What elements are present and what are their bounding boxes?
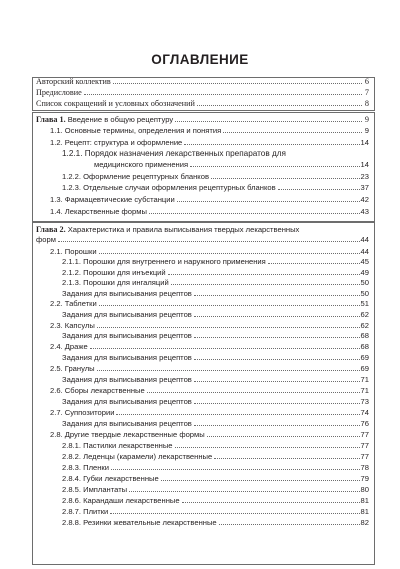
dot-leader: [207, 436, 360, 437]
toc-entry-page: 69: [360, 353, 369, 362]
toc-entry[interactable]: [62, 419, 369, 428]
toc-entry[interactable]: [50, 321, 369, 330]
toc-entry-page: 49: [360, 268, 369, 277]
toc-entry-page: 77: [360, 441, 369, 450]
toc-entry-page: 68: [360, 342, 369, 351]
dot-leader: [113, 83, 362, 84]
toc-entry[interactable]: [50, 364, 369, 373]
dot-leader: [171, 284, 360, 285]
toc-entry[interactable]: [62, 441, 369, 450]
toc-entry-page: 80: [360, 485, 369, 494]
toc-entry[interactable]: [62, 397, 369, 406]
toc-entry[interactable]: [62, 463, 369, 472]
toc-entry[interactable]: [62, 496, 369, 505]
dot-leader: [97, 327, 360, 328]
toc-entry-text: 2.8. Другие твердые лекарственные формы: [50, 430, 205, 439]
dot-leader: [194, 359, 360, 360]
toc-entry-page: 50: [360, 278, 369, 287]
toc-entry-text: 2.8.7. Плитки: [62, 507, 109, 516]
dot-leader: [129, 491, 359, 492]
toc-entry-text: Задания для выписывания рецептов: [62, 331, 192, 340]
toc-entry[interactable]: 1.2.2. Оформление рецептурных бланков 23: [62, 172, 369, 181]
dot-leader: [147, 392, 360, 393]
toc-entry[interactable]: Список сокращений и условных обозначений 8: [36, 99, 369, 108]
toc-entry-text: 2.8.1. Пастилки лекарственные: [62, 441, 173, 450]
toc-entry-page: 77: [360, 452, 369, 461]
toc-entry[interactable]: 1.3. Фармацевтические субстанции 42: [50, 195, 369, 204]
toc-entry-text: Задания для выписывания рецептов: [62, 353, 192, 362]
toc-entry-text: 2.8.8. Резинки жевательные лекарственные: [62, 518, 217, 527]
toc-entry-line1[interactable]: 1.2.1. Порядок назначения лекарственных препаратов для: [62, 149, 286, 158]
toc-entry-page: 74: [360, 408, 369, 417]
toc-entry[interactable]: медицинского применения 14: [94, 160, 369, 169]
dot-leader: [99, 253, 360, 254]
toc-entry-text: 2.6. Сборы лекарственные: [50, 386, 145, 395]
toc-entry[interactable]: [62, 485, 369, 494]
dot-leader: [223, 132, 362, 133]
toc-entry[interactable]: [62, 353, 369, 362]
toc-entry-text: 2.2. Таблетки: [50, 299, 97, 308]
toc-entry[interactable]: [62, 310, 369, 319]
toc-entry-page: 73: [360, 397, 369, 406]
toc-entry[interactable]: [62, 474, 369, 483]
toc-entry-page: 62: [360, 310, 369, 319]
toc-entry[interactable]: 1.1. Основные термины, определения и понятия 9: [50, 126, 369, 135]
chapter2-heading[interactable]: форм 44: [36, 235, 369, 244]
toc-entry-page: 77: [360, 430, 369, 439]
toc-entry[interactable]: [50, 299, 369, 308]
toc-entry-page: 68: [360, 331, 369, 340]
toc-entry[interactable]: 1.2.3. Отдельные случаи оформления рецептурных бланков 37: [62, 183, 369, 192]
dot-leader: [197, 105, 362, 106]
toc-entry[interactable]: [62, 289, 369, 298]
dot-leader: [194, 316, 360, 317]
toc-entry-text: 2.8.3. Пленки: [62, 463, 109, 472]
toc-entry-text: 2.8.4. Губки лекарственные: [62, 474, 159, 483]
toc-entry-text: Задания для выписывания рецептов: [62, 289, 192, 298]
toc-entry[interactable]: 1.2. Рецепт: структура и оформление 14: [50, 138, 369, 147]
toc-entry[interactable]: Предисловие 7: [36, 88, 369, 97]
toc-entry[interactable]: [62, 452, 369, 461]
dot-leader: [111, 469, 360, 470]
toc-entry[interactable]: [50, 430, 369, 439]
toc-entry[interactable]: [50, 247, 369, 256]
chapter2-heading-line1[interactable]: Глава 2. Характеристика и правила выписывания твердых лекарственных: [36, 225, 300, 234]
dot-leader: [211, 178, 360, 179]
dot-leader: [161, 480, 360, 481]
dot-leader: [194, 403, 360, 404]
toc-entry-page: 62: [360, 321, 369, 330]
toc-entry-page: 82: [360, 518, 369, 527]
toc-entry[interactable]: [62, 507, 369, 516]
toc-entry-page: 51: [360, 299, 369, 308]
dot-leader: [194, 381, 360, 382]
toc-entry-page: 69: [360, 364, 369, 373]
toc-entry-text: 2.5. Гранулы: [50, 364, 95, 373]
toc-entry-text: Задания для выписывания рецептов: [62, 397, 192, 406]
toc-entry-text: 2.7. Суппозитории: [50, 408, 115, 417]
toc-entry[interactable]: [62, 375, 369, 384]
dot-leader: [278, 189, 360, 190]
toc-entry[interactable]: [62, 331, 369, 340]
dot-leader: [90, 348, 360, 349]
chapter1-heading[interactable]: Глава 1. Введение в общую рецептуру 9: [36, 115, 369, 124]
toc-entry-page: 76: [360, 419, 369, 428]
dot-leader: [182, 502, 360, 503]
dot-leader: [214, 458, 359, 459]
dot-leader: [99, 305, 360, 306]
dot-leader: [177, 201, 360, 202]
toc-entry-text: 2.4. Драже: [50, 342, 88, 351]
toc-entry-text: 2.8.5. Имплантаты: [62, 485, 128, 494]
toc-entry[interactable]: [62, 257, 369, 266]
toc-entry-text: Задания для выписывания рецептов: [62, 419, 192, 428]
dot-leader: [110, 513, 359, 514]
dot-leader: [84, 94, 362, 95]
toc-entry-page: 44: [360, 247, 369, 256]
toc-entry[interactable]: 1.4. Лекарственные формы 43: [50, 207, 369, 216]
toc-entry-text: Задания для выписывания рецептов: [62, 375, 192, 384]
toc-entry[interactable]: [62, 278, 369, 287]
toc-entry-text: 2.8.6. Карандаши лекарственные: [62, 496, 180, 505]
toc-entry-text: Задания для выписывания рецептов: [62, 310, 192, 319]
toc-entry-page: 81: [360, 496, 369, 505]
toc-entry-page: 71: [360, 375, 369, 384]
dot-leader: [219, 524, 360, 525]
toc-entry-page: 50: [360, 289, 369, 298]
toc-entry-text: 2.3. Капсулы: [50, 321, 95, 330]
toc-entry-text: 2.1.1. Порошки для внутреннего и наружного применения: [62, 257, 266, 266]
toc-entry[interactable]: [62, 518, 369, 527]
toc-entry-text: 2.1.2. Порошки для инъекций: [62, 268, 166, 277]
toc-entry-page: 79: [360, 474, 369, 483]
dot-leader: [97, 370, 360, 371]
toc-entry[interactable]: [50, 342, 369, 351]
toc-entry-page: 71: [360, 386, 369, 395]
dot-leader: [58, 241, 360, 242]
toc-entry[interactable]: [62, 268, 369, 277]
dot-leader: [175, 447, 360, 448]
dot-leader: [190, 166, 359, 167]
toc-entry[interactable]: Авторский коллектив 6: [36, 77, 369, 86]
dot-leader: [194, 295, 360, 296]
toc-entry-page: 78: [360, 463, 369, 472]
page-title: ОГЛАВЛЕНИЕ: [151, 52, 249, 67]
toc-entry-text: 2.1.3. Порошки для ингаляций: [62, 278, 169, 287]
dot-leader: [184, 144, 359, 145]
toc-entry[interactable]: [50, 386, 369, 395]
toc-entry-page: 45: [360, 257, 369, 266]
dot-leader: [116, 414, 359, 415]
toc-entry-text: 2.8.2. Леденцы (карамели) лекарственные: [62, 452, 213, 461]
dot-leader: [268, 263, 360, 264]
toc-entry[interactable]: [50, 408, 369, 417]
dot-leader: [194, 337, 360, 338]
dot-leader: [194, 425, 360, 426]
toc-entry-page: 81: [360, 507, 369, 516]
toc-entry-text: 2.1. Порошки: [50, 247, 97, 256]
dot-leader: [175, 121, 362, 122]
dot-leader: [168, 274, 360, 275]
dot-leader: [149, 213, 360, 214]
